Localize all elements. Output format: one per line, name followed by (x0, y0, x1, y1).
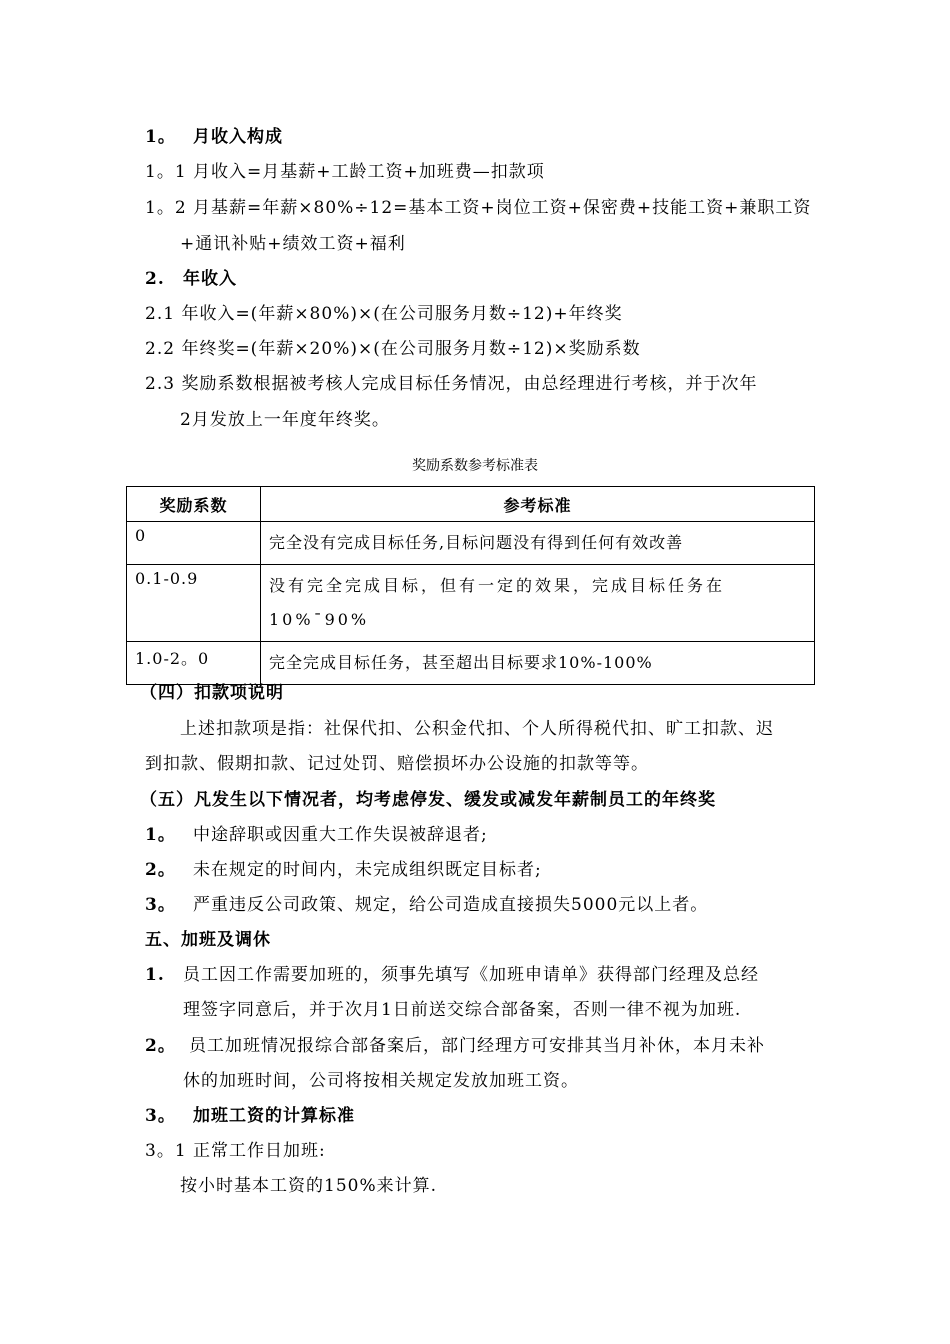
standard-cell: 完全完成目标任务，甚至超出目标要求10%-100% (261, 642, 815, 685)
text-line: +通讯补贴+绩效工资+福利 (180, 234, 406, 254)
coefficient-cell: 0 (127, 522, 261, 565)
list-text: 严重违反公司政策、规定，给公司造成直接损失5000元以上者。 (193, 895, 709, 915)
reward-coefficient-table (126, 486, 815, 685)
coefficient-cell: 0.1-0.9 (127, 565, 261, 642)
column-header: 奖励系数 (127, 487, 261, 522)
section-number: 3。 (145, 1106, 176, 1126)
list-item (145, 858, 542, 882)
table-row (127, 565, 815, 642)
section-title: 加班工资的计算标准 (193, 1106, 355, 1126)
list-item (145, 823, 488, 847)
text-line: 1。1 月收入=月基薪+工龄工资+加班费—扣款项 (145, 162, 545, 182)
section-heading-monthly-income (145, 125, 283, 149)
text-line: 休的加班时间，公司将按相关规定发放加班工资。 (183, 1071, 579, 1091)
list-number: 1。 (145, 825, 176, 845)
text-line: 2.3 奖励系数根据被考核人完成目标任务情况，由总经理进行考核，并于次年 (145, 374, 758, 394)
text-line: 理签字同意后，并于次月1日前送交综合部备案，否则一律不视为加班. (183, 1000, 742, 1020)
text-line: 2.1 年收入=(年薪×80%)×(在公司服务月数÷12)+年终奖 (145, 304, 623, 324)
table-row (127, 522, 815, 565)
list-number: 3。 (145, 895, 176, 915)
table-row (127, 642, 815, 685)
table-header-row (127, 487, 815, 522)
section-heading-bonus-conditions: （五）凡发生以下情况者，均考虑停发、缓发或减发年薪制员工的年终奖 (140, 790, 716, 810)
list-item (145, 963, 759, 987)
list-item (145, 1034, 765, 1058)
list-text: 员工因工作需要加班的，须事先填写《加班申请单》获得部门经理及总经 (183, 965, 759, 985)
section-number: 1。 (145, 127, 176, 147)
text-line: 1。2 月基薪=年薪×80%÷12=基本工资+岗位工资+保密费+技能工资+兼职工资 (145, 198, 812, 218)
list-item (145, 893, 708, 917)
section-heading-overtime: 五、加班及调休 (145, 930, 271, 950)
list-text: 中途辞职或因重大工作失误被辞退者; (193, 825, 488, 845)
list-number: 1. (145, 965, 165, 985)
text-line: 2月发放上一年度年终奖。 (180, 410, 390, 430)
list-text: 员工加班情况报综合部备案后，部门经理方可安排其当月补休，本月未补 (189, 1036, 765, 1056)
section-number: 2. (145, 269, 165, 289)
standard-cell: 没有完全完成目标，但有一定的效果，完成目标任务在10%¯90% (261, 565, 815, 642)
text-line: 到扣款、假期扣款、记过处罚、赔偿损坏办公设施的扣款等等。 (145, 754, 649, 774)
list-number: 2。 (145, 1036, 176, 1056)
list-text: 未在规定的时间内，未完成组织既定目标者; (193, 860, 542, 880)
section-title: 年收入 (183, 269, 237, 289)
text-line: 按小时基本工资的150%来计算. (180, 1176, 438, 1196)
section-heading-overtime-calc (145, 1104, 355, 1128)
table-caption: 奖励系数参考标准表 (412, 458, 538, 474)
section-title: 月收入构成 (193, 127, 283, 147)
coefficient-cell: 1.0-2。0 (127, 642, 261, 685)
text-line: 上述扣款项是指：社保代扣、公积金代扣、个人所得税代扣、旷工扣款、迟 (180, 719, 774, 739)
list-number: 2。 (145, 860, 176, 880)
text-line: 2.2 年终奖=(年薪×20%)×(在公司服务月数÷12)×奖励系数 (145, 339, 641, 359)
text-line: 3。1 正常工作日加班: (145, 1141, 326, 1161)
section-heading-deductions: （四）扣款项说明 (140, 683, 284, 703)
standard-cell: 完全没有完成目标任务,目标问题没有得到任何有效改善 (261, 522, 815, 565)
section-heading-annual-income (145, 267, 237, 291)
column-header: 参考标准 (261, 487, 815, 522)
